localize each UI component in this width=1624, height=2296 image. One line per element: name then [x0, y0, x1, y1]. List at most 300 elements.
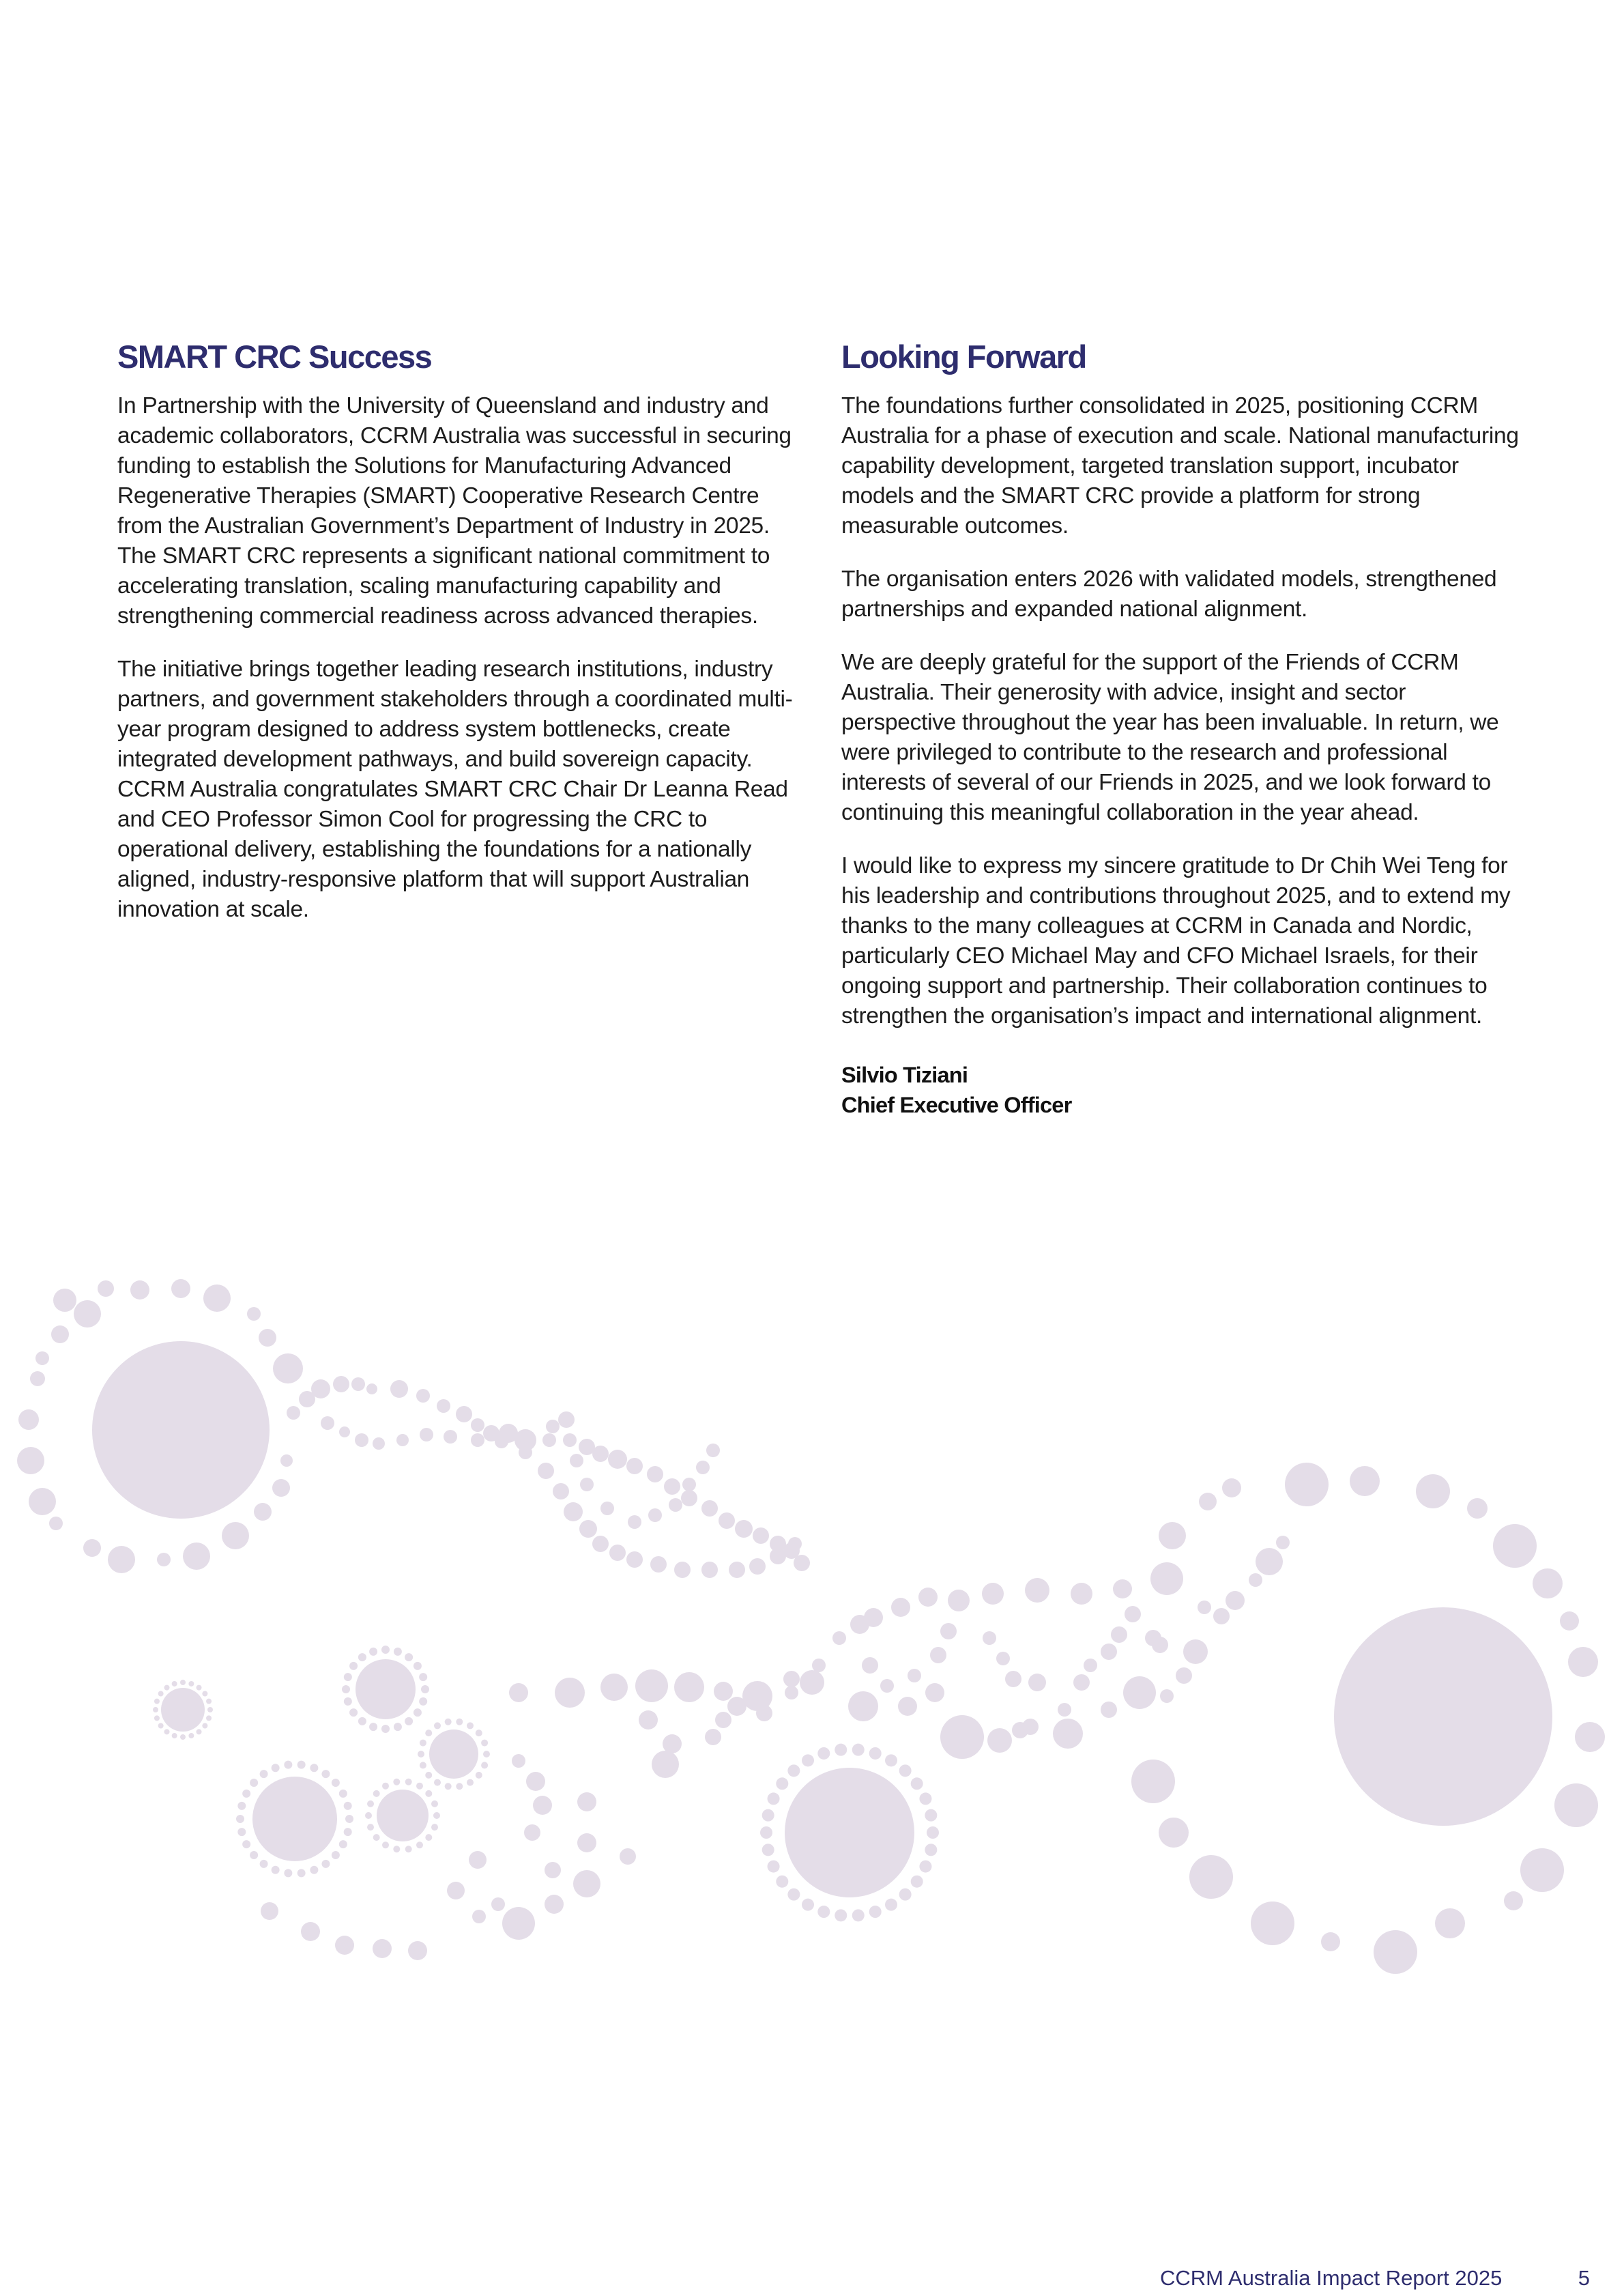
- decor-dot: [261, 1902, 278, 1920]
- decor-dot: [481, 1740, 488, 1747]
- decor-dot: [237, 1802, 246, 1810]
- decor-dot: [419, 1673, 427, 1681]
- decor-dot: [202, 1691, 207, 1696]
- decor-dot: [940, 1623, 957, 1639]
- decor-dot: [701, 1500, 718, 1517]
- decor-dot: [434, 1722, 441, 1729]
- decor-dot: [862, 1657, 878, 1674]
- decor-dot: [1071, 1583, 1092, 1605]
- decor-dot: [250, 1851, 258, 1859]
- looking-forward-paragraph-4: I would like to express my sincere gratitude to Dr Chih Wei Teng for his leadership and contributions throughout 2025, and to extend my thanks to the many colleagues at CCRM in Canada and Nordic, particularly CEO Michael May and CFO Michael Israels, for their ongoing support and partnership. Their collaboration continues to strengthen the organisation’s impact and international alignment.: [841, 853, 1511, 1029]
- decor-dot: [373, 1437, 385, 1450]
- decor-dot: [373, 1790, 380, 1797]
- decor-dot: [1125, 1606, 1141, 1622]
- decor-dot: [787, 1764, 800, 1777]
- decor-dot: [1111, 1626, 1127, 1643]
- decor-dot: [753, 1527, 769, 1544]
- decor-dot: [456, 1406, 472, 1422]
- decor-dot: [648, 1508, 662, 1522]
- decor-dot: [1028, 1674, 1046, 1691]
- decor-dot: [108, 1546, 135, 1573]
- decor-dot: [272, 1866, 280, 1874]
- decor-dot: [756, 1705, 772, 1721]
- decor-dot: [1533, 1568, 1563, 1598]
- decor-dot: [272, 1479, 290, 1497]
- footer-report-title: CCRM Australia Impact Report 2025: [1160, 2266, 1503, 2290]
- decor-dot: [1123, 1676, 1156, 1709]
- decor-dot: [1374, 1930, 1417, 1974]
- decor-dot: [681, 1490, 697, 1506]
- decor-dot: [342, 1685, 350, 1693]
- decor-dot: [414, 1708, 422, 1717]
- decor-dot: [600, 1674, 628, 1701]
- decor-dot: [526, 1772, 545, 1791]
- decor-dot: [652, 1751, 679, 1778]
- looking-forward-paragraph-1: The foundations further consolidated in 2025, positioning CCRM Australia for a phase of execution and scale. National manufacturing capability development, targeted translation support, incubator models and the SMART CRC provide a platform for strong measurable outcomes.: [841, 393, 1519, 539]
- decor-dot: [469, 1851, 487, 1869]
- decor-dot: [339, 1790, 347, 1798]
- decor-dot: [715, 1712, 731, 1728]
- decor-dot: [408, 1941, 427, 1960]
- decor-dot: [577, 1833, 596, 1852]
- decor-dot: [927, 1826, 939, 1839]
- decor-dot: [580, 1478, 594, 1491]
- decor-dot: [802, 1754, 814, 1766]
- decor-dot: [164, 1729, 169, 1734]
- decor-dot: [242, 1790, 250, 1798]
- decor-dot: [620, 1848, 636, 1865]
- decor-dot: [727, 1697, 746, 1716]
- decor-dot: [355, 1433, 368, 1447]
- footer-page-number: 5: [1578, 2266, 1590, 2290]
- decor-dot: [925, 1809, 937, 1822]
- decor-dot: [768, 1861, 780, 1873]
- decor-dot: [333, 1376, 349, 1392]
- decor-dot: [891, 1598, 910, 1617]
- decor-dot: [35, 1351, 49, 1365]
- decor-dot: [393, 1779, 400, 1785]
- decor-dot: [706, 1444, 720, 1457]
- decor-dot: [1493, 1524, 1537, 1568]
- decor-dot: [298, 1761, 306, 1769]
- decor-dot: [18, 1409, 39, 1430]
- decor-dot: [1350, 1466, 1380, 1496]
- decor-dot: [802, 1899, 814, 1911]
- decor-dot: [674, 1672, 704, 1702]
- decor-dot: [431, 1824, 438, 1831]
- decor-dot: [570, 1454, 583, 1467]
- decor-dot: [421, 1685, 429, 1693]
- decor-dot: [682, 1478, 696, 1491]
- decor-dot: [1276, 1536, 1290, 1549]
- decor-dot: [1101, 1644, 1117, 1660]
- decor-dot: [760, 1826, 772, 1839]
- decor-dot: [321, 1860, 330, 1868]
- decor-dot: [17, 1447, 44, 1474]
- decor-dot: [812, 1659, 826, 1672]
- decor-dot: [381, 1725, 390, 1733]
- decor-dot: [696, 1461, 710, 1474]
- decor-dot: [284, 1869, 292, 1877]
- decor-dot: [447, 1882, 465, 1899]
- decor-dot: [405, 1717, 413, 1725]
- decor-dot: [456, 1719, 463, 1725]
- decor-dot: [735, 1520, 753, 1538]
- decor-dot: [287, 1406, 300, 1420]
- decor-dot: [394, 1648, 402, 1656]
- smart-crc-heading: SMART CRC Success: [117, 339, 432, 375]
- decor-dot: [247, 1307, 261, 1321]
- decor-dot: [252, 1777, 337, 1861]
- smart-crc-section: [117, 336, 793, 948]
- decor-dot: [377, 1790, 429, 1841]
- decor-dot: [1285, 1463, 1329, 1506]
- decor-dot: [1249, 1573, 1262, 1587]
- decor-dot: [835, 1909, 847, 1921]
- decor-dot: [250, 1779, 258, 1787]
- decor-dot: [425, 1772, 432, 1779]
- decor-dot: [476, 1730, 482, 1736]
- decor-dot: [869, 1906, 882, 1918]
- decor-dot: [919, 1792, 931, 1805]
- decor-dot: [254, 1503, 272, 1521]
- decor-dot: [382, 1783, 389, 1790]
- decor-dot: [425, 1834, 432, 1841]
- decor-dot: [431, 1800, 438, 1807]
- decor-dot: [367, 1800, 374, 1807]
- decor-dot: [524, 1824, 540, 1841]
- decor-dot: [787, 1889, 800, 1901]
- decor-dot: [628, 1515, 641, 1529]
- decor-dot: [418, 1751, 424, 1757]
- decor-dot: [369, 1648, 377, 1656]
- decor-dot: [664, 1478, 680, 1495]
- decor-dot: [1435, 1908, 1465, 1938]
- decor-dot: [852, 1909, 865, 1921]
- decor-dot: [911, 1777, 923, 1790]
- decor-dot: [1005, 1671, 1021, 1687]
- decor-dot: [394, 1723, 402, 1731]
- decor-dot: [207, 1707, 213, 1712]
- decor-dot: [885, 1754, 897, 1766]
- decor-dot: [545, 1862, 561, 1878]
- decor-dot: [1568, 1647, 1598, 1677]
- decor-dot: [794, 1555, 810, 1571]
- decor-dot: [339, 1426, 350, 1437]
- decor-dot: [188, 1733, 194, 1738]
- decor-dot: [982, 1583, 1004, 1605]
- decor-dot: [344, 1802, 352, 1810]
- decor-dot: [373, 1939, 392, 1958]
- decor-dot: [171, 1279, 190, 1298]
- decor-dot: [483, 1751, 490, 1757]
- decor-dot: [1152, 1637, 1168, 1653]
- decor-dot: [1198, 1601, 1211, 1614]
- decor-dot: [301, 1922, 320, 1941]
- decor-dot: [51, 1325, 69, 1343]
- decor-dot: [420, 1762, 426, 1768]
- decor-dot: [339, 1840, 347, 1848]
- decor-dot: [1159, 1818, 1189, 1848]
- decor-dot: [1256, 1548, 1283, 1575]
- decor-dot: [467, 1722, 474, 1729]
- decor-dot: [563, 1433, 577, 1447]
- decor-dot: [153, 1707, 158, 1712]
- decor-dot: [335, 1936, 354, 1955]
- decor-dot: [429, 1730, 478, 1779]
- decor-dot: [311, 1379, 330, 1398]
- decor-dot: [558, 1411, 575, 1428]
- decor-dot: [785, 1768, 914, 1897]
- decor-dot: [1321, 1932, 1340, 1951]
- decor-dot: [509, 1683, 528, 1702]
- decor-dot: [280, 1454, 293, 1467]
- decor-dot: [437, 1399, 450, 1413]
- decor-dot: [158, 1691, 164, 1696]
- decor-dot: [433, 1812, 440, 1819]
- decor-dot: [519, 1446, 532, 1459]
- decor-dot: [172, 1681, 177, 1687]
- decor-dot: [852, 1744, 865, 1756]
- decor-dot: [546, 1420, 560, 1433]
- decor-dot: [53, 1289, 76, 1312]
- decor-dot: [154, 1699, 160, 1704]
- decor-dot: [471, 1418, 484, 1432]
- decor-dot: [564, 1502, 583, 1521]
- decor-dot: [1554, 1783, 1598, 1827]
- decor-dot: [444, 1430, 457, 1444]
- decor-dot: [783, 1671, 800, 1687]
- decor-dot: [272, 1764, 280, 1772]
- decor-dot: [172, 1733, 177, 1738]
- decor-dot: [242, 1840, 250, 1848]
- looking-forward-section: [841, 336, 1524, 1120]
- decor-dot: [373, 1834, 380, 1841]
- decor-dot: [908, 1669, 921, 1682]
- decor-dot: [1213, 1608, 1230, 1624]
- looking-forward-paragraph-2: The organisation enters 2026 with validated models, strengthened partnerships and expanded national alignment.: [841, 566, 1497, 622]
- decor-dot: [983, 1631, 996, 1645]
- decor-dot: [899, 1764, 912, 1777]
- decor-dot: [669, 1498, 682, 1512]
- decor-dot: [416, 1841, 423, 1848]
- decor-dot: [785, 1686, 798, 1699]
- decor-dot: [154, 1715, 160, 1721]
- decor-dot: [202, 1723, 207, 1729]
- decor-dot: [714, 1682, 733, 1701]
- decor-dot: [592, 1536, 609, 1552]
- decor-dot: [1113, 1579, 1132, 1598]
- decor-dot: [237, 1828, 246, 1836]
- decor-dot: [180, 1734, 186, 1740]
- decor-dot: [674, 1562, 691, 1578]
- decor-dot: [365, 1812, 372, 1819]
- decor-dot: [1416, 1474, 1450, 1508]
- decor-dot: [663, 1734, 682, 1753]
- decor-dot: [800, 1670, 824, 1695]
- decor-dot: [701, 1562, 718, 1578]
- decor-dot: [930, 1647, 946, 1663]
- decor-dot: [1025, 1578, 1049, 1603]
- looking-forward-paragraph-3: We are deeply grateful for the support of the Friends of CCRM Australia. Their generosity with advice, insight and sector perspective throughout the year has been invaluable. In return, we were privileged to contribute to the research and professional interests of several of our Friends in 2025, and we look forward to continuing this meaningful collaboration in the year ahead.: [841, 650, 1499, 825]
- decor-dot: [164, 1685, 169, 1691]
- decor-dot: [310, 1764, 318, 1772]
- decor-dot: [49, 1517, 63, 1530]
- decor-dot: [366, 1383, 377, 1394]
- decor-dot: [1222, 1478, 1241, 1497]
- decor-dot: [864, 1608, 883, 1627]
- decor-dot: [30, 1371, 45, 1386]
- decor-dot: [259, 1329, 276, 1347]
- decor-dot: [1150, 1562, 1183, 1595]
- decor-dot: [467, 1779, 474, 1786]
- decor-dot: [609, 1545, 626, 1561]
- decor-dot: [472, 1910, 486, 1923]
- decor-dot: [197, 1685, 202, 1691]
- decor-dot: [396, 1434, 409, 1446]
- decor-dot: [495, 1435, 508, 1448]
- decor-dot: [358, 1717, 366, 1725]
- decor-dot: [425, 1730, 432, 1736]
- decor-dot: [414, 1662, 422, 1670]
- decor-dot: [1160, 1689, 1174, 1703]
- decor-dot: [1189, 1855, 1233, 1899]
- decor-dot: [382, 1841, 389, 1848]
- decor-dot: [344, 1828, 352, 1836]
- decor-dot: [351, 1377, 365, 1391]
- decor-dot: [639, 1710, 658, 1730]
- decor-dot: [817, 1906, 830, 1918]
- decor-dot: [1251, 1902, 1294, 1945]
- decor-dot: [332, 1779, 340, 1787]
- decor-dot: [445, 1783, 452, 1790]
- decor-dot: [1084, 1659, 1097, 1672]
- decor-dot: [768, 1792, 780, 1805]
- decor-dot: [183, 1542, 210, 1570]
- decor-dot: [321, 1416, 334, 1430]
- decor-dot: [381, 1646, 390, 1654]
- decor-dot: [425, 1790, 432, 1797]
- decor-dot: [848, 1691, 878, 1721]
- decor-dot: [405, 1653, 413, 1661]
- decor-dot: [471, 1433, 484, 1447]
- decor-dot: [321, 1770, 330, 1778]
- decor-dot: [345, 1815, 353, 1823]
- decor-dot: [925, 1683, 944, 1702]
- decor-dot: [1183, 1639, 1208, 1664]
- decor-dot: [390, 1380, 408, 1398]
- decor-dot: [762, 1843, 774, 1856]
- decor-dot: [1560, 1611, 1579, 1631]
- decor-dot: [344, 1673, 352, 1681]
- decor-dot: [940, 1715, 984, 1759]
- decor-dot: [74, 1300, 101, 1328]
- decor-dot: [434, 1779, 441, 1786]
- decor-dot: [405, 1846, 412, 1852]
- decor-dot: [705, 1729, 721, 1745]
- decor-dot: [260, 1770, 268, 1778]
- decor-dot: [369, 1723, 377, 1731]
- decor-dot: [996, 1652, 1010, 1665]
- decor-dot: [512, 1754, 525, 1768]
- decor-dot: [284, 1761, 292, 1769]
- decor-dot: [899, 1889, 912, 1901]
- decor-dot: [749, 1558, 766, 1575]
- smart-crc-paragraph-2: The initiative brings together leading research institutions, industry partners, and government stakeholders through a coordinated multi-year program designed to address system bottlenecks, create integrated development pathways, and build sovereign capacity. CCRM Australia congratulates SMART CRC Chair Dr Leanna Read and CEO Professor Simon Cool for progressing the CRC to operational delivery, establishing the foundations for a nationally aligned, industry-responsive platform that will support Australian innovation at scale.: [117, 657, 793, 922]
- decor-dot: [405, 1779, 412, 1785]
- decor-dot: [835, 1744, 847, 1756]
- decor-dot: [476, 1772, 482, 1779]
- decor-dot: [918, 1588, 938, 1607]
- decor-dot: [880, 1679, 894, 1693]
- decor-dot: [1575, 1722, 1605, 1752]
- decor-dot: [180, 1680, 186, 1685]
- decor-dot: [92, 1341, 270, 1519]
- decor-dot: [600, 1502, 614, 1515]
- decor-dot: [719, 1512, 735, 1529]
- decor-dot: [919, 1861, 931, 1873]
- decor-dot: [98, 1280, 114, 1297]
- decor-dot: [776, 1777, 788, 1790]
- decor-dot: [197, 1729, 202, 1734]
- decor-dot: [1520, 1848, 1564, 1892]
- decor-dot: [1073, 1674, 1090, 1691]
- decor-dot: [817, 1747, 830, 1760]
- decor-dot: [1504, 1891, 1523, 1910]
- decor-dot: [332, 1851, 340, 1859]
- decor-dot: [545, 1895, 564, 1914]
- decor-dot: [367, 1824, 374, 1831]
- decor-dot: [1226, 1591, 1245, 1610]
- decor-dot: [987, 1728, 1012, 1753]
- decor-dot: [188, 1681, 194, 1687]
- decor-dot: [29, 1488, 56, 1515]
- decor-dot: [298, 1869, 306, 1877]
- signature-name: Silvio Tiziani: [841, 1063, 968, 1087]
- decor-dot: [626, 1458, 643, 1474]
- decor-dot: [356, 1659, 416, 1719]
- decor-dot: [445, 1719, 452, 1725]
- decor-dot: [832, 1631, 846, 1645]
- decor-dot: [206, 1715, 212, 1721]
- decor-dot: [310, 1866, 318, 1874]
- decor-dot: [869, 1747, 882, 1760]
- decor-dot: [349, 1662, 358, 1670]
- decor-dot: [925, 1843, 937, 1856]
- decor-dot: [236, 1815, 244, 1823]
- decor-dot: [948, 1590, 970, 1611]
- decor-dot: [788, 1537, 802, 1551]
- decor-dot: [349, 1708, 358, 1717]
- decor-dot: [420, 1740, 426, 1747]
- signature-block: [841, 1060, 1524, 1120]
- decor-dot: [416, 1783, 423, 1790]
- decor-dot: [419, 1697, 427, 1706]
- decor-dot: [416, 1389, 430, 1403]
- decor-dot: [577, 1792, 596, 1811]
- decor-dot: [130, 1280, 149, 1300]
- decor-dot: [481, 1762, 488, 1768]
- decor-dot: [770, 1548, 786, 1564]
- decor-dot: [161, 1688, 205, 1732]
- decor-dot: [650, 1556, 667, 1573]
- decor-dot: [1058, 1703, 1071, 1717]
- decor-dot: [203, 1285, 231, 1312]
- looking-forward-heading: Looking Forward: [841, 339, 1086, 375]
- decor-dot: [538, 1463, 554, 1479]
- decor-dot: [553, 1483, 569, 1499]
- decor-dot: [1176, 1667, 1192, 1684]
